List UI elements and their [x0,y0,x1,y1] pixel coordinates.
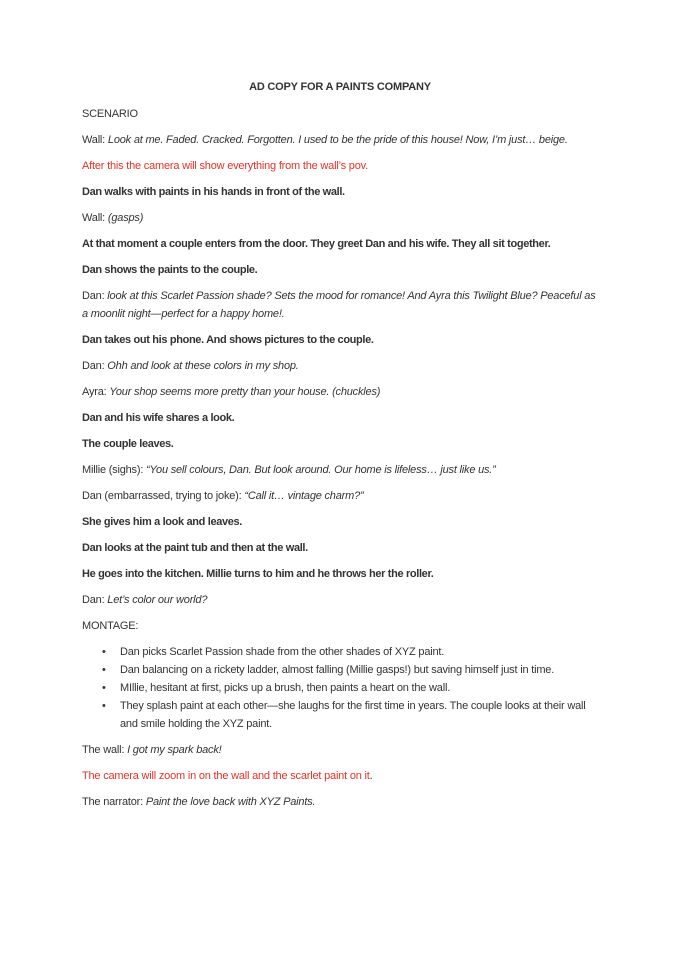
text-run: Dan shows the paints to the couple. [82,264,258,276]
ayra-dialogue-shop [82,383,598,401]
montage-heading [82,617,598,635]
text-run: Your shop seems more pretty than your house. (chuckles) [109,386,381,398]
bullet-item: • Dan picks Scarlet Passion shade from the other shades of XYZ paint. [82,643,598,661]
text-run: Dan and his wife shares a look. [82,412,235,424]
text-run: I got my spark back! [127,744,222,756]
text-run: look at this Scarlet Passion shade? Sets the mood for romance! And Ayra this Twilight Blue? Peaceful as a moonlit night—perfect for a happy home!. [82,290,596,320]
wall-dialogue-intro [82,131,598,149]
action-dan-phone [82,331,598,349]
action-couple-leaves [82,435,598,453]
text-run: Look at me. Faded. Cracked. Forgotten. I used to be the pride of this house! Now, I’m just… beige. [107,134,568,146]
text-run: SCENARIO [82,108,138,120]
text-run: Wall: [82,212,108,224]
text-run: Dan (embarrassed, trying to joke): [82,490,245,502]
text-run: . [369,770,373,782]
text-run: After this the camera will show everything from the wall’s pov. [82,160,368,172]
text-run: Dan takes out his phone. And shows pictures to the couple. [82,334,374,346]
text-run: MONTAGE: [82,620,139,632]
action-dan-walks [82,183,598,201]
text-run: She gives him a look and leaves. [82,516,242,528]
text-run: “You sell colours, Dan. But look around. Our home is lifeless… just like us.” [146,464,496,476]
text-run: Dan: [82,360,108,372]
text-run: Dan walks with paints in his hands in front of the wall. [82,186,345,198]
bullet-item: • They splash paint at each other—she laughs for the first time in years. The couple looks at their wall and smile holding the XYZ paint. [82,697,598,733]
montage-bullet-list [82,643,598,733]
scenario-heading [82,105,598,123]
text-run: (gasps) [107,212,144,224]
text-run: Dan looks at the paint tub and then at the wall. [82,542,308,554]
camera-direction-zoom [82,767,598,785]
action-dan-shows-paints [82,261,598,279]
text-run: Ayra: [82,386,110,398]
camera-direction-wall-pov [82,157,598,175]
text-run: Dan: [82,594,108,606]
wall-dialogue-spark [82,741,598,759]
document-title: AD COPY FOR A PAINTS COMPANY [249,81,431,93]
text-run: Millie (sighs): [82,464,147,476]
dan-dialogue-vintage-charm [82,487,598,505]
action-dan-looks-wall [82,539,598,557]
document-body [82,105,598,811]
action-kitchen-roller [82,565,598,583]
dan-dialogue-shop [82,357,598,375]
text-run: Dan: [82,290,108,302]
text-run: At that moment a couple enters from the door. They greet Dan and his wife. They all sit together. [82,238,551,250]
dan-dialogue-shades [82,287,598,323]
text-run: Ohh and look at these colors in my shop. [107,360,299,372]
text-run: The couple leaves. [82,438,174,450]
text-run: The narrator: [82,796,146,808]
action-she-leaves [82,513,598,531]
bullet-item: • Dan balancing on a rickety ladder, almost falling (Millie gasps!) but saving himself just in time. [82,661,598,679]
text-run: The camera will zoom in on the wall and the scarlet paint on it [82,770,370,782]
action-couple-enters [82,235,598,253]
wall-gasps [82,209,598,227]
text-run: Wall: [82,134,108,146]
dan-dialogue-color-world [82,591,598,609]
action-share-look [82,409,598,427]
text-run: The wall: [82,744,128,756]
bullet-item: • MIllie, hesitant at first, picks up a brush, then paints a heart on the wall. [82,679,598,697]
narrator-tagline [82,793,598,811]
text-run: Let’s color our world? [107,594,208,606]
text-run: He goes into the kitchen. Millie turns to him and he throws her the roller. [82,568,434,580]
text-run: Paint the love back with XYZ Paints. [145,796,316,808]
text-run: “Call it… vintage charm?” [244,490,364,502]
millie-dialogue-lifeless [82,461,598,479]
